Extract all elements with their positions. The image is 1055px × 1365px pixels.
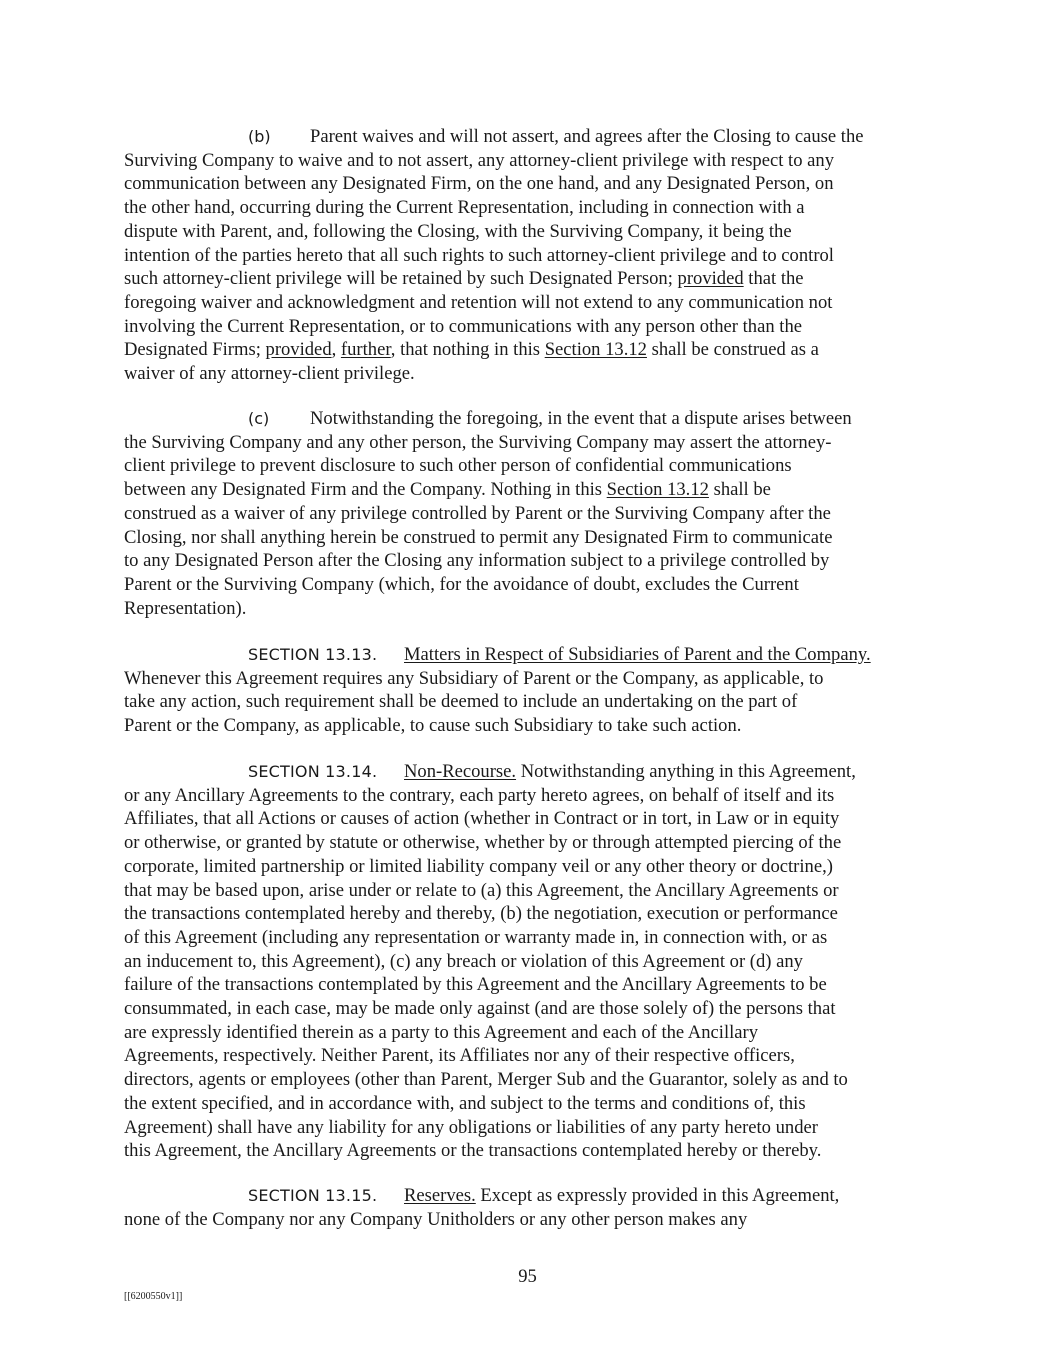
paragraph-c-marker: (c) [248, 409, 270, 428]
section-13-13: SECTION 13.13. Matters in Respect of Subsidiaries of Parent and the Company. Whenever this Agreement requires any Subsidiary of Parent or the Company, as applicable, to take any action, such requirement shall be deemed to include an undertaking on the part of Parent or the Company, as applicable, to cause such Subsidiary to take such action. [124, 644, 871, 737]
paragraph-c: (c) Notwithstanding the foregoing, in the event that a dispute arises between the Surviving Company and any other person, the Surviving Company may assert the attorney- client privilege to prevent disclosure to such other person of confidential communications between any Designated Firm and the Company. Nothing in this Section 13.12 shall be construed as a waiver of any privilege controlled by Parent or the Surviving Company after the Closing, nor shall anything herein be construed to permit any Designated Firm to communicate to any Designated Person after the Closing any information subject to a privilege controlled by Parent or the Surviving Company (which, for the avoidance of doubt, excludes the Current Representation). [124, 408, 852, 619]
further-term: further [340, 339, 391, 361]
section-heading: Reserves. [404, 1185, 476, 1206]
paragraph-b: (b) Parent waives and will not assert, and agrees after the Closing to cause the Surviving Company to waive and to not assert, any attorney-client privilege with respect to any communication between any Designated Firm, on the one hand, and any Designated Person, on the other hand, occurring during the Current Representation, including in connection with a dispute with Parent, and, following the Closing, with the Surviving Company, it being the intention of the parties hereto that all such rights to such attorney-client privilege and to control such attorney-client privilege will be retained by such Designated Person; provided that the foregoing waiver and acknowledgment and retention will not extend to any communication not involving the Current Representation, or to communications with any person other than the Designated Firms; provided, further, that nothing in this Section 13.12 shall be construed as a waiver of any attorney-client privilege. [124, 126, 864, 385]
paragraph-b-marker: (b) [248, 127, 271, 146]
section-heading: Matters in Respect of Subsidiaries of Parent and the Company. [404, 644, 871, 665]
section-reference: Section 13.12 [544, 339, 647, 361]
section-13-14: SECTION 13.14. Non-Recourse. Notwithstanding anything in this Agreement, or any Ancillary Agreements to the contrary, each party hereto agrees, on behalf of itself and its Affiliates, that all Actions or causes of action (whether in Contract or in tort, in Law or in equity or otherwise, or granted by statute or otherwise, whether by or through attempted piercing of the corporate, limited partnership or limited liability company veil or any other theory or doctrine,) that may be based upon, arise under or relate to (a) this Agreement, the Ancillary Agreements or the transactions contemplated hereby and thereby, (b) the negotiation, execution or performance of this Agreement (including any representation or warranty made in, in connection with, or as an inducement to, this Agreement), (c) any breach or violation of this Agreement or (d) any failure of the transactions contemplated by this Agreement and the Ancillary Agreements to be consummated, in each case, may be made only against (and are those solely of) the persons that are expressly identified therein as a party to this Agreement and each of the Ancillary Agreements, respectively. Neither Parent, its Affiliates nor any of their respective officers, directors, agents or employees (other than Parent, Merger Sub and the Guarantor, solely as and to the extent specified, and in accordance with, and subject to the terms and conditions of, this Agreement) shall have any liability for any obligations or liabilities of any party hereto under this Agreement, the Ancillary Agreements or the transactions contemplated hereby or thereby. [124, 761, 856, 1162]
section-number: SECTION 13.13. [248, 645, 378, 664]
provided-term: provided [265, 339, 332, 361]
section-number: SECTION 13.14. [248, 762, 378, 781]
section-number: SECTION 13.15. [248, 1186, 378, 1205]
section-heading: Non-Recourse. [404, 761, 517, 782]
provided-term: provided [677, 268, 744, 290]
section-13-15: SECTION 13.15. Reserves. Except as expressly provided in this Agreement, none of the Company nor any Company Unitholders or any other person makes any [124, 1185, 840, 1230]
page-number: 95 [518, 1266, 537, 1287]
section-reference: Section 13.12 [606, 479, 709, 501]
document-id: [[6200550v1]] [124, 1291, 183, 1302]
